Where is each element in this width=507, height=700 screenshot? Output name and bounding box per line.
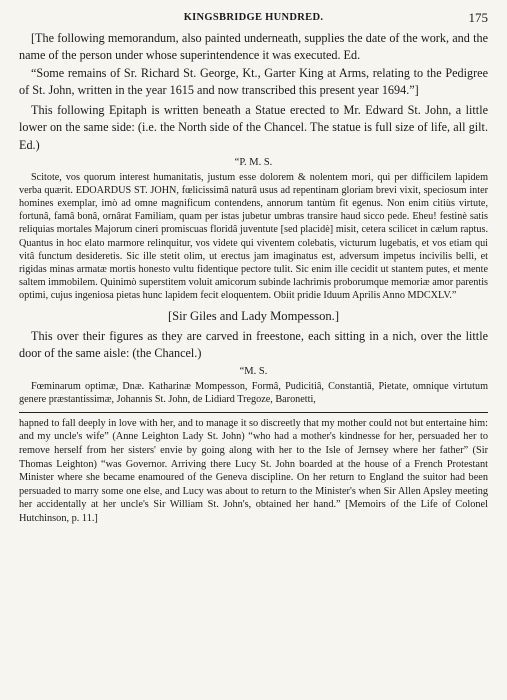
running-head: KINGSBRIDGE HUNDRED. — [183, 12, 324, 23]
inscription-heading: “M. S. — [239, 365, 268, 377]
page-number: 175 — [468, 10, 488, 25]
footnote-rule — [19, 412, 488, 413]
memorandum-intro: [The following memorandum, also painted underneath, supplies the date of the work, and the name of the person under whose superintendence it was executed. Ed. — [19, 31, 488, 63]
page-header — [19, 8, 488, 30]
mompesson-heading: [Sir Giles and Lady Mompesson.] — [167, 309, 340, 324]
footnote: hapned to fall deeply in love with her, and to manage it so discreetly that my mother could not but entertaine him: and my uncle's wife” (Anne Leighton Lady St. John) “who had a mother's kindnesse for her, persuaded her to remove herself from her sisters' envie by going along with her to the Isle of Jernsey where her father” (Sir Thomas Leighton) “was Governor. Arriving there Lucy St. John boarded at the house of a French Protestant Minister where she became enamoured of the Geneva discipline. On her return to England the suitor had been persuaded to marry some one else, and Lucy was about to return to the Minister's when Sir Allen Apsley meeting her accidentally at her uncle's Sir William St. John's, obtained her hand.” [Memoirs of the Life of Colonel Hutchinson, p. 11.] — [19, 417, 488, 524]
epitaph-text: Scitote, vos quorum interest humanitatis, justum esse dolorem & nolentem mori, qui per difficilem lapidem verba quærit. EDOARDUS ST. JOHN, fœlicissimâ naturâ usus ad repentinam gloriam brevi vixit, speciosum inter homines exemplar, imò ad omne magnificum contendens, annorum tantùm fit egenus. Non enim citiùs virtute, fortunâ, famâ bonâ, ornârat Familiam, quam per istas jubetur umbras transire haud sicco pede. Eheu! festinè satis reliquias mortales Majorum cineri promiscuas floridâ juventute [sed placidè] misit, cetera scilicet in cælum raptus. Quantus in hoc elato marmore relinquitur, vos videte qui viventem colebatis, victurum lugebatis, et vos etiam qui vitâ functum desideretis. Sic ille stetit olim, ut erectus jam imaginatus est, adversum impetus incivilis belli, et rigidas minas armatæ mortis honesto vultu fidentique pectore tulit. Sic enim ille cecidit ut stantem putes, et mente saltem immobilem. Quinimò superstitem voluit amicorum subinde lachrimis proborumque memoriæ amor parentis optimi, cujus ingeniosa pietas hunc lapidem fecit eloquentem. Obiit pridie Iduum Aprilis Anno MDCXLV.” — [19, 172, 488, 301]
inscription-text: Fœminarum optimæ, Dnæ. Katharinæ Mompesson, Formâ, Pudicitiâ, Constantiâ, Pietate, omnique virtutum genere præstantissimæ, Johannis St. John, de Lidiard Tregoze, Baronetti, — [19, 380, 488, 405]
mompesson-description: This over their figures as they are carved in freestone, each sitting in a nich, over the little door of the same aisle: (the Chancel.) — [19, 329, 488, 361]
memorandum-quote: “Some remains of Sr. Richard St. George, Kt., Garter King at Arms, relating to the Pedigree of St. John, written in the year 1615 and now transcribed this present year 1694.”] — [19, 65, 488, 97]
epitaph-intro: This following Epitaph is written beneath a Statue erected to Mr. Edward St. John, a little lower on the same side: (i.e. the North side of the Chancel. The statue is full size of life, all gilt. Ed.) — [19, 103, 488, 152]
epitaph-heading: “P. M. S. — [234, 157, 273, 169]
